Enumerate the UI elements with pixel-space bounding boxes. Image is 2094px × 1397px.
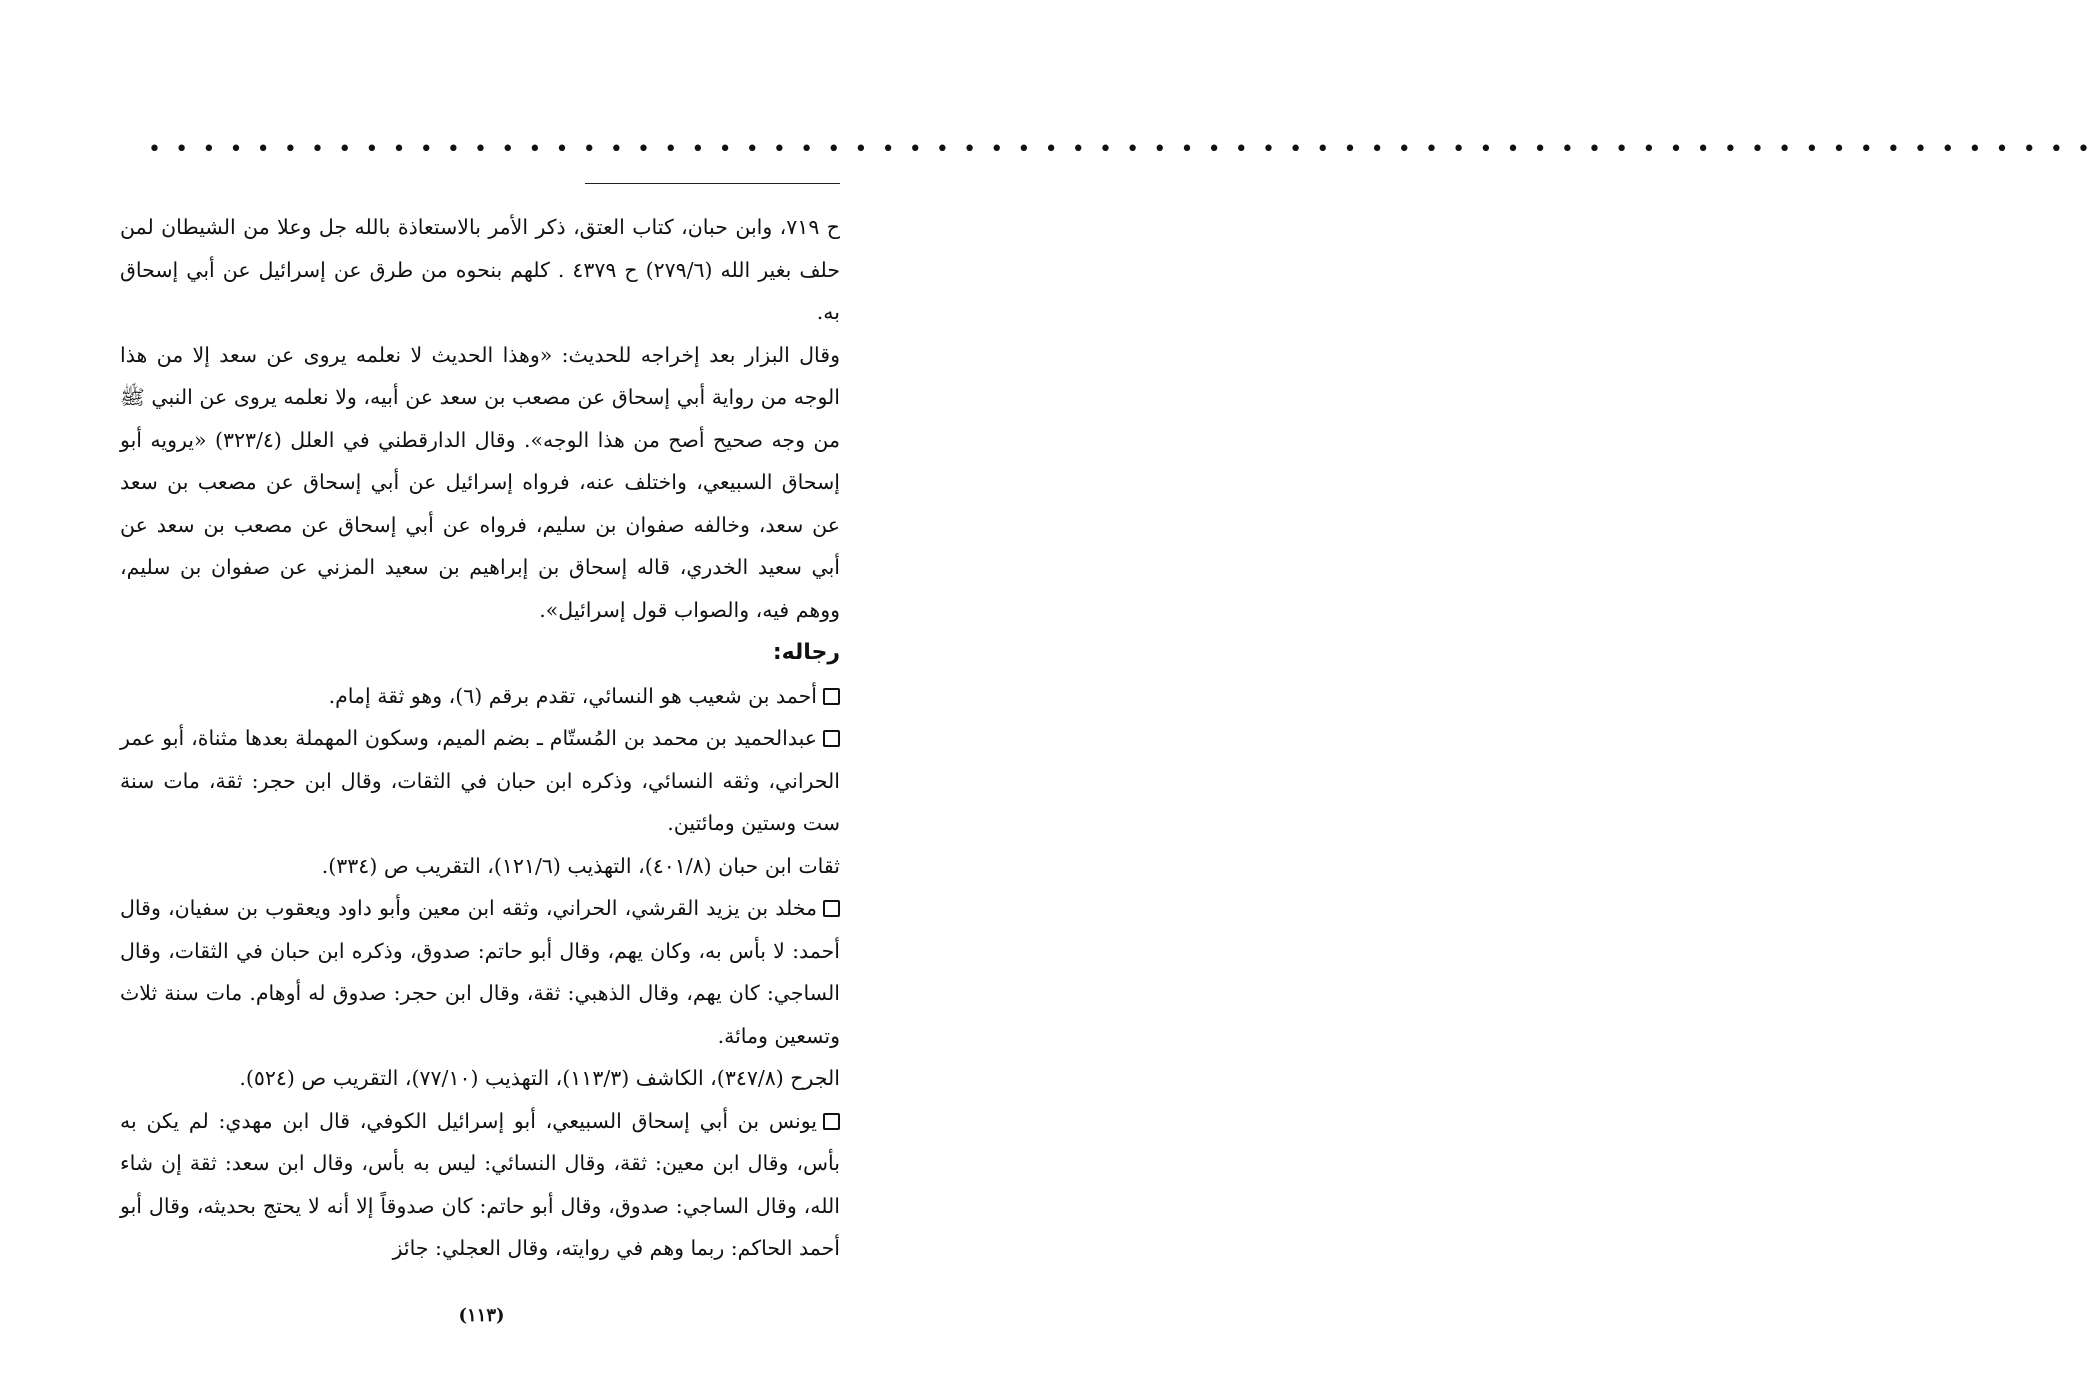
- page-body: [120, 206, 840, 1270]
- paragraph-bazzar-quote: وقال البزار بعد إخراجه للحديث: «وهذا الحديث لا نعلمه يروى عن سعد إلا من هذا الوجه من رواية أبي إسحاق عن مصعب بن سعد عن أبيه، ولا نعلمه يروى عن النبي ﷺ من وجه صحيح أصح من هذا الوجه». وقال الدارقطني في العلل (٣٢٣/٤) «يرويه أبو إسحاق السبيعي، واختلف عنه، فرواه إسرائيل عن أبي إسحاق عن مصعب بن سعد عن سعد، وخالفه صفوان بن سليم، فرواه عن أبي إسحاق عن مصعب بن سعد عن أبي سعيد الخدري، قاله إسحاق بن إبراهيم بن سعيد المزني عن صفوان بن سليم، ووهم فيه، والصواب قول إسرائيل».: [120, 342, 840, 622]
- checkbox-icon: [823, 1113, 840, 1130]
- narrator-entry: [120, 1100, 840, 1270]
- narrator-entry-text: يونس بن أبي إسحاق السبيعي، أبو إسرائيل الكوفي، قال ابن مهدي: لم يكن به بأس، وقال ابن معين: ثقة، وقال النسائي: ليس به بأس، وقال ابن سعد: ثقة إن شاء الله، وقال الساجي: صدوق، وقال أبو حاتم: كان صدوقاً إلا أنه لا يحتج بحديثه، وقال أبو أحمد الحاكم: ربما وهم في روايته، وقال العجلي: جائز: [120, 1108, 840, 1260]
- narrator-entry-text: مخلد بن يزيد القرشي، الحراني، وثقه ابن معين وأبو داود ويعقوب بن سفيان، وقال أحمد: لا بأس به، وكان يهم، وقال أبو حاتم: صدوق، وذكره ابن حبان في الثقات، وقال الساجي: كان يهم، وقال الذهبي: ثقة، وقال ابن حجر: صدوق له أوهام. مات سنة ثلاث وتسعين ومائة.: [120, 896, 840, 1048]
- paragraph-source-citation: ح ٧١٩، وابن حبان، كتاب العتق، ذكر الأمر بالاستعاذة بالله جل وعلا من الشيطان لمن حلف بغير الله (٢٧٩/٦) ح ٤٣٧٩ . كلهم بنحوه من طرق عن إسرائيل عن أبي إسحاق به.: [120, 215, 841, 324]
- narrator-entry: [120, 887, 840, 1057]
- page-number: (١١٣): [458, 1305, 505, 1326]
- narrator-entry-text: عبدالحميد بن محمد بن المُستّام ـ بضم الميم، وسكون المهملة بعدها مثناة، أبو عمر الحراني، وثقه النسائي، وذكره ابن حبان في الثقات، وقال ابن حجر: ثقة، مات سنة ست وستين ومائتين.: [120, 726, 840, 835]
- narrator-entry: [120, 717, 840, 845]
- checkbox-icon: [823, 688, 840, 705]
- narrator-entry: [120, 675, 840, 718]
- narrator-references: الجرح (٣٤٧/٨)، الكاشف (١١٣/٣)، التهذيب (٧٧/١٠)، التقريب ص (٥٢٤).: [239, 1066, 840, 1090]
- footnote-separator-rule: [585, 183, 840, 184]
- narrator-references: ثقات ابن حبان (٤٠١/٨)، التهذيب (١٢١/٦)، التقريب ص (٣٣٤).: [321, 853, 840, 878]
- heading-text: رجاله:: [772, 640, 840, 665]
- checkbox-icon: [823, 730, 840, 747]
- section-heading-narrators: [120, 631, 840, 675]
- checkbox-icon: [823, 900, 840, 917]
- narrator-entry-text: أحمد بن شعيب هو النسائي، تقدم برقم (٦)، وهو ثقة إمام.: [328, 683, 817, 708]
- decorative-dot-border: • • • • • • • • • • • • • • • • • • • • • • • • • • • • • • • • • • • • • • • • • • • • • • • • • • • • • • • • • • • • • • • • • • • • • • • •: [148, 137, 2094, 162]
